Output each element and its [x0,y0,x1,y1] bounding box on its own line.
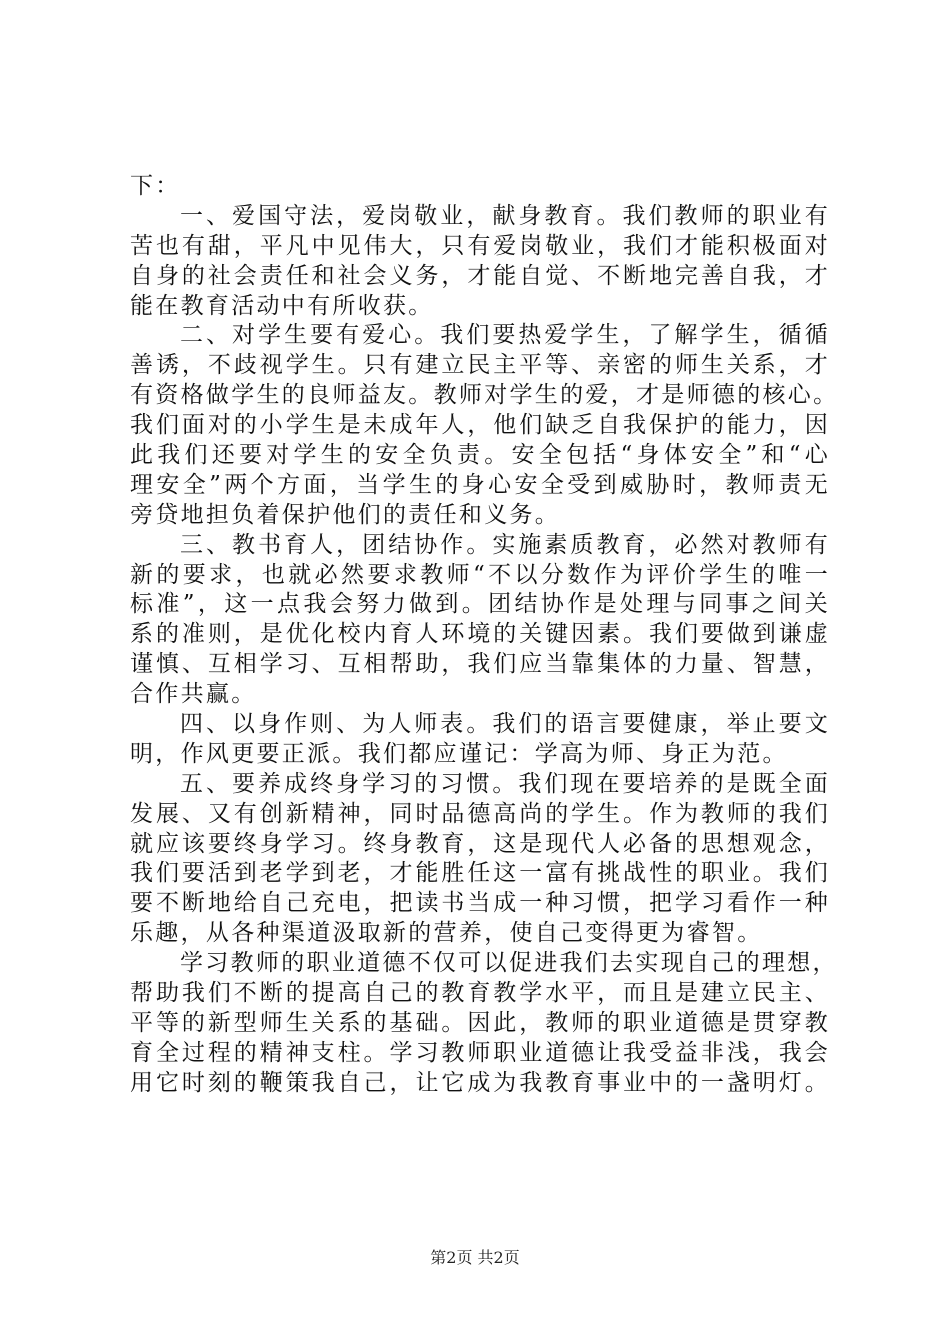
text-line: 善诱，不歧视学生。只有建立民主平等、亲密的师生关系，才 [130,352,830,379]
text-line: 三、教书育人，团结协作。实施素质教育，必然对教师有 [180,531,830,558]
paragraph-conclusion [130,949,838,1098]
text-line: 二、对学生要有爱心。我们要热爱学生，了解学生，循循 [180,322,830,349]
text-line: 要不断地给自己充电，把读书当成一种习惯，把学习看作一种 [130,890,830,917]
text-line: 谨慎、互相学习、互相帮助，我们应当靠集体的力量、智慧， [130,651,830,678]
text-line: 发展、又有创新精神，同时品德高尚的学生。作为教师的我们 [130,800,830,827]
text-line: 四、以身作则、为人师表。我们的语言要健康，举止要文 [180,711,830,738]
text-line: 下： [130,173,181,199]
text-line: 用它时刻的鞭策我自己，让它成为我教育事业中的一盏明灯。 [130,1069,830,1096]
text-line: 乐趣，从各种渠道汲取新的营养，使自己变得更为睿智。 [130,920,763,947]
text-line: 育全过程的精神支柱。学习教师职业道德让我受益非浅，我会 [130,1039,830,1066]
paragraph-2 [130,321,839,530]
text-line: 我们面对的小学生是未成年人，他们缺乏自我保护的能力，因 [130,412,830,439]
text-line: 我们要活到老学到老，才能胜任这一富有挑战性的职业。我们 [130,860,830,887]
text-line: 明，作风更要正派。我们都应谨记：学高为师、身正为范。 [130,740,788,767]
paragraph-1 [130,202,830,322]
page-number-footer: 第2页 共2页 [430,1248,520,1267]
text-line: 平等的新型师生关系的基础。因此，教师的职业道德是贯穿教 [130,1009,830,1036]
text-line: 能在教育活动中有所收获。 [130,292,434,319]
text-line: 合作共赢。 [130,681,257,708]
text-line: 标准”，这一点我会努力做到。团结协作是处理与同事之间关 [130,591,830,618]
text-line: 帮助我们不断的提高自己的教育教学水平，而且是建立民主、 [130,980,830,1007]
text-line: 苦也有甜，平凡中见伟大，只有爱岗敬业，我们才能积极面对 [130,232,830,259]
text-line: 有资格做学生的良师益友。教师对学生的爱，才是师德的核心。 [130,382,839,409]
text-line: 自身的社会责任和社会义务，才能自觉、不断地完善自我，才 [130,262,830,289]
text-line: 五、要养成终身学习的习惯。我们现在要培养的是既全面 [180,770,830,797]
paragraph-4 [130,710,830,770]
paragraph-opening [130,172,830,202]
text-line: 一、爱国守法，爱岗敬业，献身教育。我们教师的职业有 [180,202,830,229]
text-line: 学习教师的职业道德不仅可以促进我们去实现自己的理想， [180,950,838,977]
text-line: 此我们还要对学生的安全负责。安全包括“身体安全”和“心 [130,442,830,469]
text-line: 就应该要终身学习。终身教育，这是现代人必备的思想观念， [130,830,830,857]
paragraph-3 [130,531,830,710]
text-line: 新的要求，也就必然要求教师“不以分数作为评价学生的唯一 [130,561,830,588]
text-line: 系的准则，是优化校内育人环境的关键因素。我们要做到谦虚 [130,621,830,648]
document-body [130,172,839,1099]
text-line: 理安全”两个方面，当学生的身心安全受到威胁时，教师责无 [130,471,830,498]
paragraph-5 [130,770,830,949]
text-line: 旁贷地担负着保护他们的责任和义务。 [130,501,561,528]
